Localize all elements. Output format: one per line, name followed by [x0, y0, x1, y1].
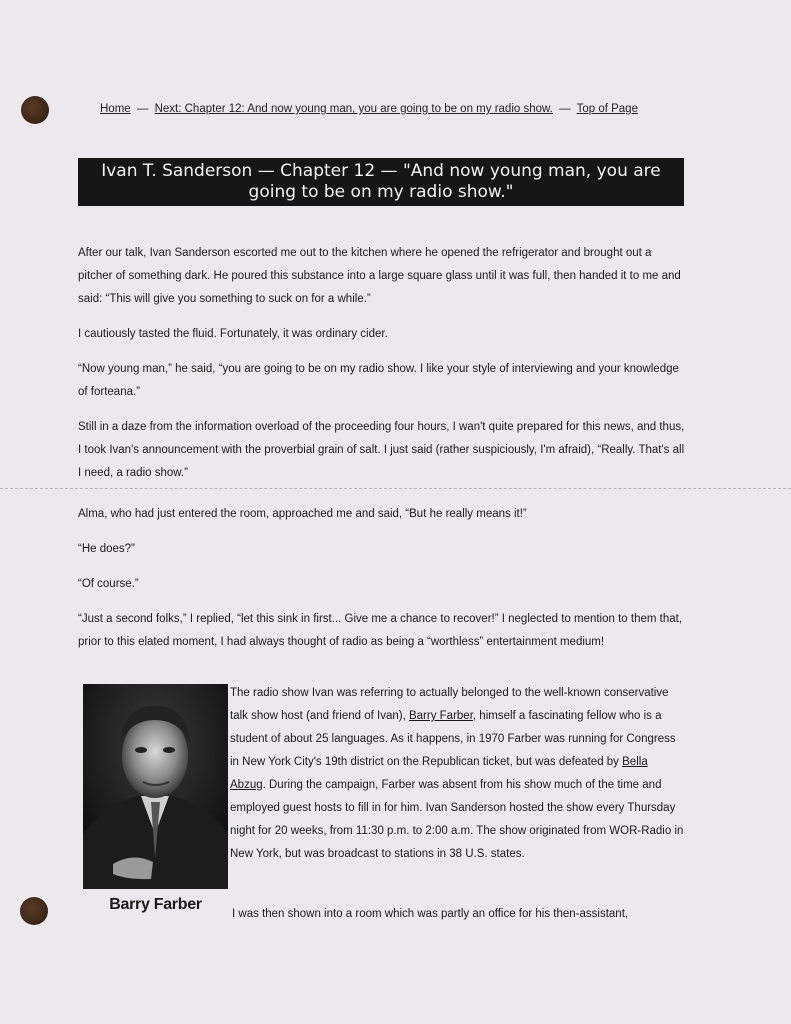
barry-farber-link[interactable]: Barry Farber	[408, 710, 473, 722]
next-chapter-link[interactable]: Next: Chapter 12: And now young man, you are going to be on my radio show.	[154, 103, 553, 115]
top-navigation	[100, 103, 638, 115]
nav-separator: —	[136, 103, 149, 115]
side-text-part: . During the campaign, Farber was absent from his show much of the time and employed guest hosts to fill in for him. Ivan Sanderson hosted the show every Thursday night for 20 weeks, from 11:30 p.m. to 2:00 a.m. The show originated from WOR-Radio in New York, but was broadcast to stations in 38 U.S. states.	[230, 779, 684, 860]
paragraph: “Now young man,” he said, “you are going to be on my radio show. I like your style of interviewing and your knowledge of forteana.”	[78, 363, 679, 398]
binder-hole-bottom	[20, 897, 48, 925]
paragraph: I cautiously tasted the fluid. Fortunately, it was ordinary cider.	[78, 328, 388, 340]
chapter-title: Ivan T. Sanderson — Chapter 12 — "And now young man, you are going to be on my radio show."	[78, 158, 684, 206]
bella-abzug-link[interactable]: Bella Abzug	[230, 756, 648, 791]
binder-hole-top	[21, 96, 49, 124]
paragraph: Alma, who had just entered the room, approached me and said, “But he really means it!”	[78, 508, 527, 520]
paragraph: “Of course.”	[78, 578, 139, 590]
paragraph: “He does?”	[78, 543, 135, 555]
side-text-part: , himself a fascinating fellow who is a student of about 25 languages. As it happens, in 1970 Farber was running for Congress in New York City's 19th district on the Republican ticket, but was defeated by	[230, 710, 676, 768]
top-of-page-link[interactable]: Top of Page	[576, 103, 638, 115]
article-body	[78, 242, 688, 666]
paragraph: “Just a second folks,” I replied, “let this sink in first... Give me a chance to recover!” I neglected to mention to them that, prior to this elated moment, I had always thought of radio as being a “worthless” entertainment medium!	[78, 613, 683, 648]
nav-separator: —	[559, 103, 571, 115]
home-link[interactable]: Home	[100, 103, 131, 115]
side-text-part: The radio show Ivan was referring to actually belonged to the well-known conservative talk show host (and friend of Ivan),	[230, 687, 669, 722]
barry-farber-photo	[83, 684, 228, 889]
photo-caption: Barry Farber	[109, 896, 202, 913]
paragraph: After our talk, Ivan Sanderson escorted me out to the kitchen where he opened the refrigerator and brought out a pitcher of something dark. He poured this substance into a large square glass until it was full, then handed it to me and said: “This will give you something to suck on for a while.”	[78, 247, 681, 305]
paragraph: Still in a daze from the information overload of the proceeding four hours, I wan't quite prepared for this news, and thus, I took Ivan's announcement with the proverbial grain of salt. I just said (rather suspiciously, I'm afraid), “Really. That's all I need, a radio show.”	[78, 421, 685, 479]
paragraph: I was then shown into a room which was partly an office for his then-assistant,	[232, 908, 629, 920]
side-paragraph	[230, 682, 685, 866]
